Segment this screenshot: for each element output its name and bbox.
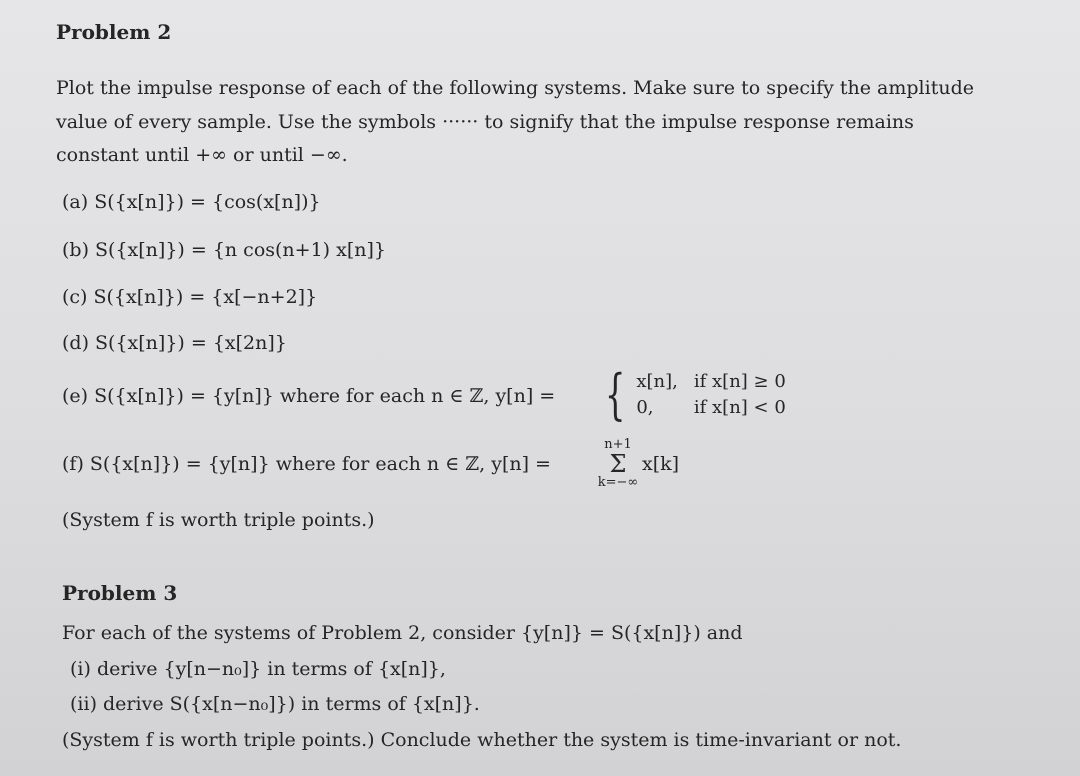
- problem3-heading: Problem 3: [62, 581, 178, 605]
- case1-value: x[n],: [636, 371, 678, 392]
- case2-value: 0,: [636, 397, 654, 418]
- problem2-item-e: (e) S({x[n]}) = {y[n]} where for each n ∈ ℤ, y[n] =: [62, 385, 556, 407]
- problem2-item-b: (b) S({x[n]}) = {n cos(n+1) x[n]}: [62, 239, 386, 261]
- problem2-item-c: (c) S({x[n]}) = {x[−n+2]}: [62, 286, 318, 308]
- problem2-heading: Problem 2: [56, 20, 172, 44]
- left-brace-icon: {: [604, 363, 626, 426]
- sum-term: x[k]: [642, 453, 680, 475]
- case1-condition: if x[n] ≥ 0: [693, 371, 786, 392]
- problem2-note: (System f is worth triple points.): [62, 509, 375, 531]
- problem2-intro-line3: constant until +∞ or until −∞.: [56, 144, 348, 166]
- summation: [588, 438, 648, 490]
- sum-upper-limit: n+1: [604, 437, 632, 452]
- sigma-icon: Σ: [609, 450, 627, 478]
- case2-condition: if x[n] < 0: [693, 397, 786, 418]
- sum-lower-limit: k=−∞: [597, 475, 639, 490]
- problem2-item-a: (a) S({x[n]}) = {cos(x[n])}: [62, 191, 321, 213]
- problem3-line4: (System f is worth triple points.) Conclude whether the system is time-invariant or not.: [62, 729, 902, 751]
- problem2-intro-line1: Plot the impulse response of each of the following systems. Make sure to specify the amplitude: [56, 77, 974, 99]
- piecewise-cases: [636, 370, 785, 420]
- problem2-item-f: (f) S({x[n]}) = {y[n]} where for each n ∈ ℤ, y[n] =: [62, 453, 551, 475]
- problem2-item-d: (d) S({x[n]}) = {x[2n]}: [62, 332, 287, 354]
- problem3-line3: (ii) derive S({x[n−n₀]}) in terms of {x[n]}.: [70, 693, 480, 715]
- problem3-line2: (i) derive {y[n−n₀]} in terms of {x[n]},: [70, 658, 446, 680]
- piecewise-definition: [598, 364, 786, 426]
- problem3-line1: For each of the systems of Problem 2, consider {y[n]} = S({x[n]}) and: [62, 622, 743, 644]
- problem2-intro-line2: value of every sample. Use the symbols ······ to signify that the impulse response remains: [56, 111, 914, 133]
